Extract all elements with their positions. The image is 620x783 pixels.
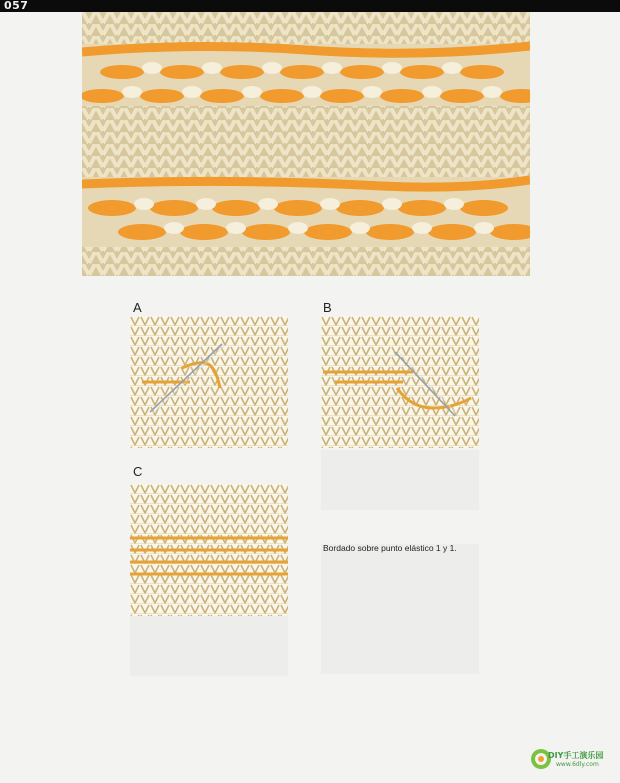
diagram-b <box>321 316 479 448</box>
figure-caption: Bordado sobre punto elástico 1 y 1. <box>323 543 457 553</box>
page-number: 057 <box>4 0 29 12</box>
diagram-b-label: B <box>323 300 332 315</box>
orange-embroidery-band-bottom <box>82 177 530 247</box>
show-through-area <box>321 450 479 510</box>
diagram-a-label: A <box>133 300 142 315</box>
page-header-bar <box>0 0 620 12</box>
watermark-url: www.6dly.com <box>556 761 599 768</box>
orange-embroidery-band-top <box>82 44 530 106</box>
show-through-area-2 <box>321 544 479 674</box>
watermark-title: DIY手工演乐园 <box>548 751 604 760</box>
diagram-c-label: C <box>133 464 143 479</box>
knit-swatch-photo <box>82 12 530 276</box>
diagram-c <box>130 484 288 616</box>
show-through-area-3 <box>130 616 288 676</box>
diagram-a <box>130 316 288 448</box>
